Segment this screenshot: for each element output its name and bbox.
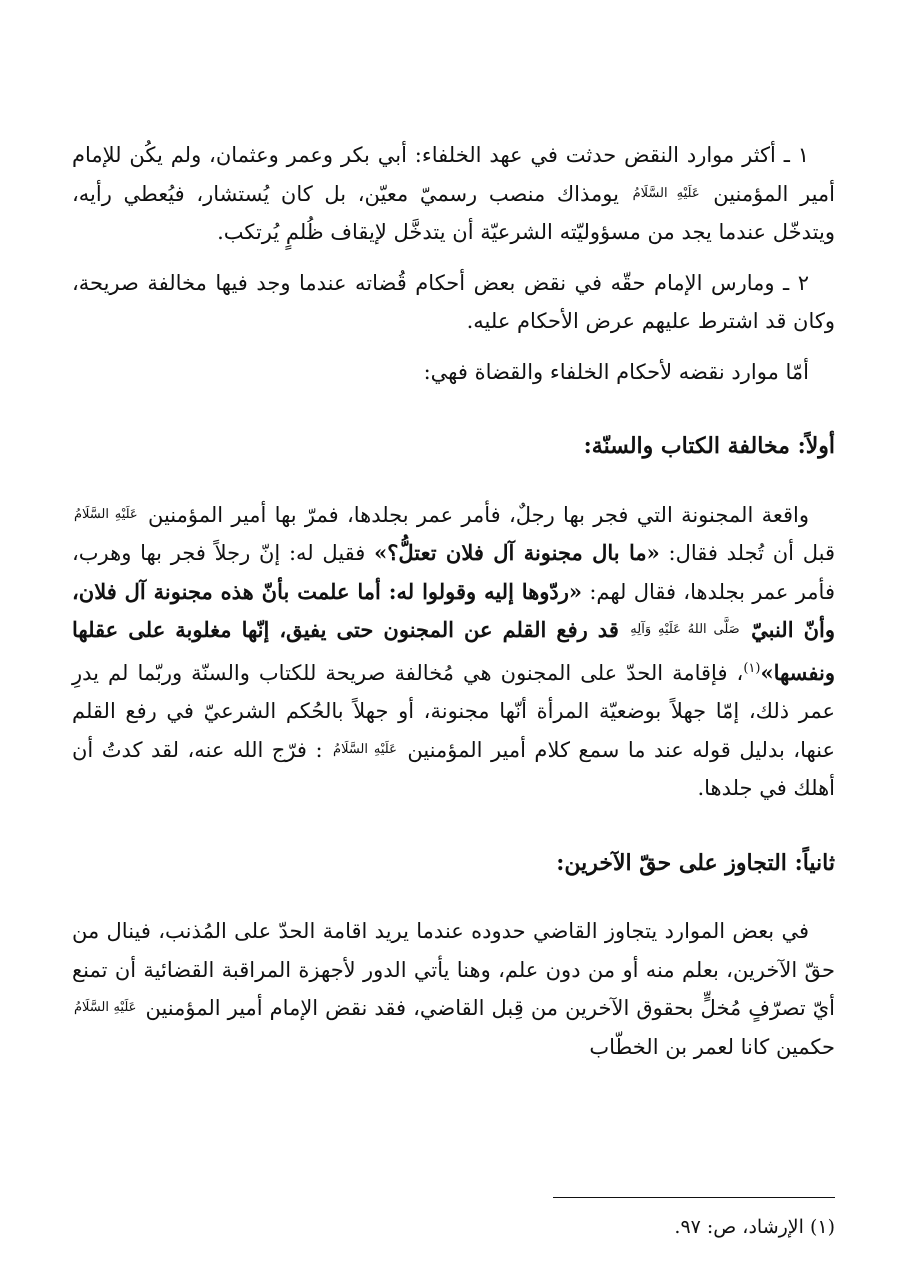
quote-1: «ما بال مجنونة آل فلان تعتلُّ؟» <box>374 540 660 565</box>
salutation-mark: عَلَيْهِ السَّلَامُ <box>333 741 397 757</box>
paragraph-1: ١ ـ أكثر موارد النقض حدثت في عهد الخلفاء: أبي بكر وعمر وعثمان، ولم يكُن للإمام أمير المؤمنين عَلَيْهِ السَّلَامُ يومذاك منصب رسميّ معيّن، بل كان يُستشار، فيُعطي رأيه، ويتدخّل عندما يجد من مسؤوليّته الشرعيّة أن يتدخَّل لإيقاف ظُلمٍ يُرتكب. <box>72 143 835 244</box>
paragraph-4: واقعة المجنونة التي فجر بها رجلٌ، فأمر عمر بجلدها، فمرّ بها أمير المؤمنين عَلَيْهِ السَّلَامُ قبل أن تُجلد فقال: «ما بال مجنونة آل فلان تعتلُّ؟» فقيل له: إنّ رجلاً فجر بها وهرب، فأمر عمر بجلدها، فقال لهم: «ردّوها إليه وقولوا له: أما علمت بأنّ هذه مجنونة آل فلان، وأنّ النبيّ صَلَّى اللهُ عَلَيْهِ وَآلِهِ قد رفع القلم عن المجنون حتى يفيق، إنّها مغلوبة على عقلها ونفسها»$^{(١)}$، فإقامة الحدّ على المجنون هي مُخالفة صريحة للكتاب والسنّة وربّما لم يدرِ عمر ذلك، إمّا جهلاً بوضعيّة المرأة أنّها مجنونة، أو جهلاً بالحُكم الشرعيّ في رفع القلم عنها، بدليل قوله عند ما سمع كلام أمير المؤمنين عَلَيْهِ السَّلَامُ : فرّج الله عنه، لقد كدتُ أن أهلك في جلدها. <box>72 502 836 800</box>
salutation-mark: عَلَيْهِ السَّلَامُ <box>74 506 138 522</box>
salutation-mark: صَلَّى اللهُ عَلَيْهِ وَآلِهِ <box>630 622 740 637</box>
salutation-mark: عَلَيْهِ السَّلَامُ <box>632 185 700 201</box>
quote-2: «ردّوها إليه وقولوا له: أما علمت بأنّ هذه مجنونة آل فلان، وأنّ النبيّ <box>72 578 835 642</box>
paragraph-3: أمّا موارد نقضه لأحكام الخلفاء والقضاة فهي: <box>423 359 809 384</box>
paragraph-2: ٢ ـ ومارس الإمام حقّه في نقض بعض أحكام قُضاته عندما وجد فيها مخالفة صريحة، وكان قد اشترط عليهم عرض الأحكام عليه. <box>72 270 835 333</box>
salutation-mark: عَلَيْهِ السَّلَامُ <box>74 1000 137 1015</box>
footnote-divider <box>553 1197 835 1198</box>
section-heading-2: ثانياً: التجاوز على حقّ الآخرين: <box>556 849 835 876</box>
footnote: (١) الإرشاد، ص: ٩٧. <box>674 1216 835 1238</box>
footnote-reference: (١) <box>743 660 761 676</box>
section-heading-1: أولاً: مخالفة الكتاب والسنّة: <box>583 433 835 459</box>
body-text <box>72 136 835 1078</box>
quote-2-end: قد رفع القلم عن المجنون حتى يفيق، إنّها مغلوبة على عقلها ونفسها» <box>72 617 835 685</box>
paragraph-5: في بعض الموارد يتجاوز القاضي حدوده عندما يريد اقامة الحدّ على المُذنب، فينال من حقّ الآخرين، بعلم منه أو من دون علم، وهنا يأتي الدور لأجهزة المراقبة القضائية أن تمنع أيّ تصرّفٍ مُخلٍّ بحقوق الآخرين من قِبل القاضي، فقد نقض الإمام أمير المؤمنين عَلَيْهِ السَّلَامُ حكمين كانا لعمر بن الخطّاب <box>72 919 835 1059</box>
